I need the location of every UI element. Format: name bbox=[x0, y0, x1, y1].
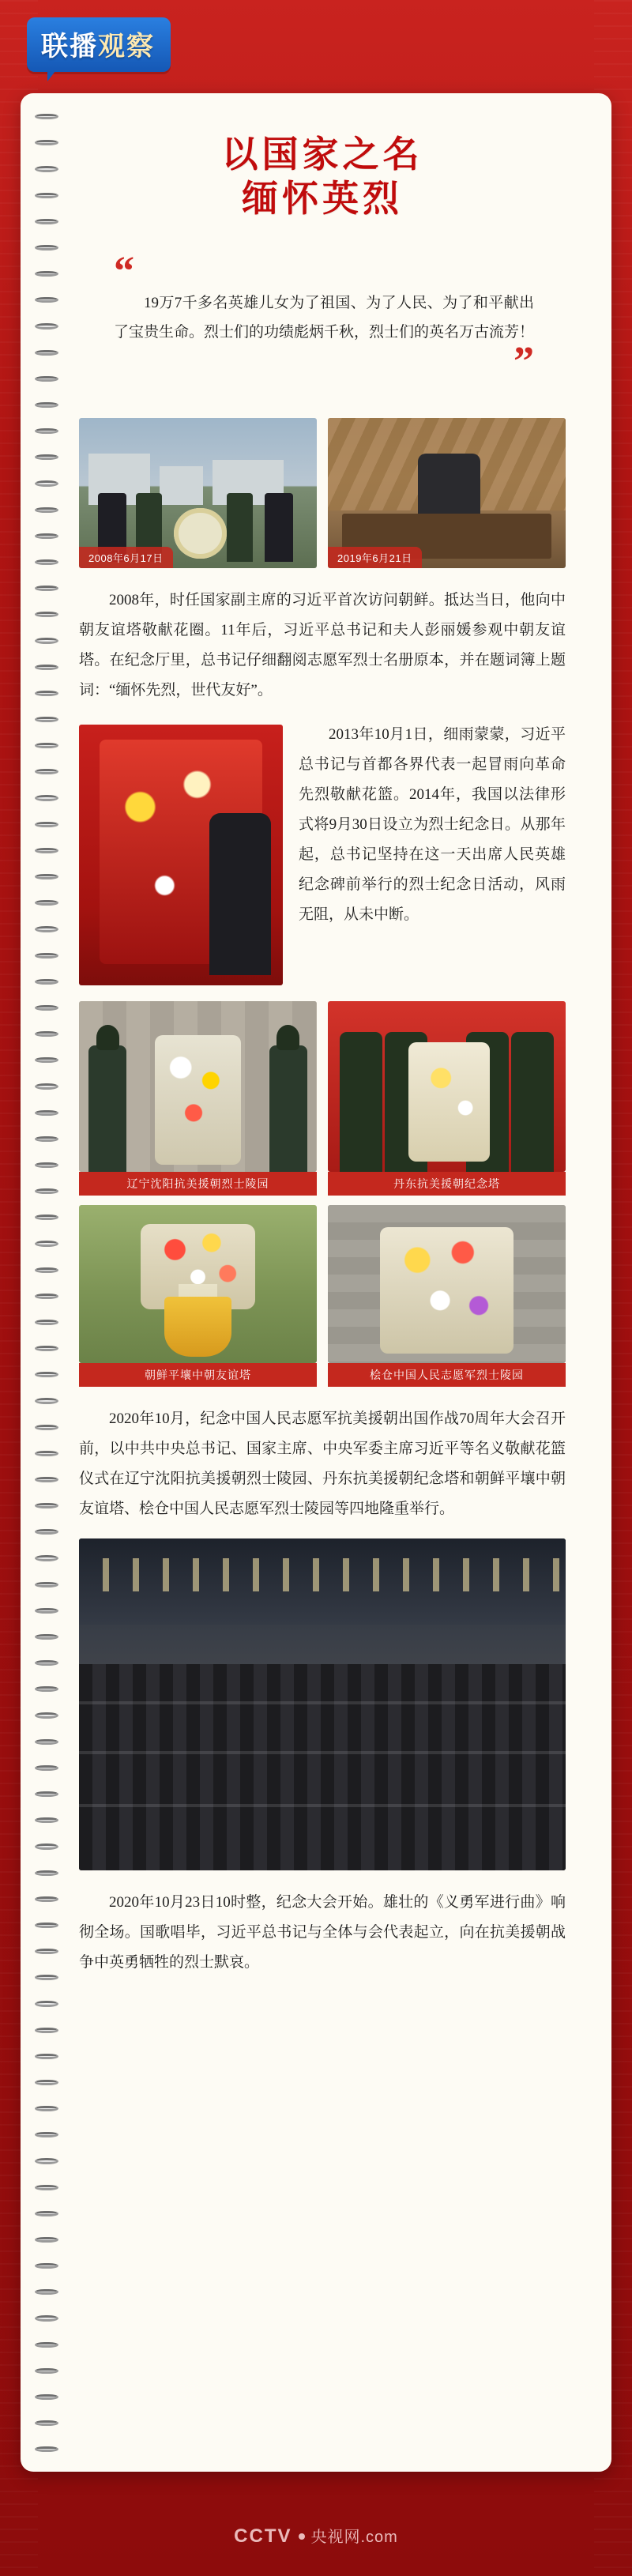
spiral-ring bbox=[35, 2158, 58, 2164]
spiral-ring bbox=[35, 1582, 58, 1587]
spiral-ring bbox=[35, 533, 58, 539]
spiral-ring bbox=[35, 219, 58, 224]
spiral-ring bbox=[35, 1267, 58, 1273]
footer-cctv-logo: CCTV bbox=[234, 2525, 292, 2547]
spiral-ring bbox=[35, 454, 58, 460]
spiral-ring bbox=[35, 1555, 58, 1561]
spiral-ring bbox=[35, 717, 58, 722]
footer-site-name: 央视网 bbox=[310, 2529, 361, 2546]
photo-cell-shenyang bbox=[79, 1001, 317, 1196]
spiral-ring bbox=[35, 507, 58, 513]
spiral-ring bbox=[35, 2237, 58, 2243]
spiral-ring bbox=[35, 1005, 58, 1011]
spiral-ring bbox=[35, 2106, 58, 2111]
spiral-ring bbox=[35, 559, 58, 565]
spiral-ring bbox=[35, 1451, 58, 1456]
photo-liaoning-shenyang-memorial bbox=[79, 1001, 317, 1172]
spiral-ring bbox=[35, 638, 58, 643]
photo-cell-huicang bbox=[328, 1205, 566, 1387]
photo-scene bbox=[328, 1001, 566, 1172]
spiral-ring bbox=[35, 323, 58, 329]
photo-caption: 2008年6月17日 bbox=[79, 547, 173, 568]
paragraph-3: 2020年10月，纪念中国人民志愿军抗美援朝出国作战70周年大会召开前，以中共中央总书记、国家主席、中央军委主席习近平等名义敬献花篮仪式在辽宁沈阳抗美援朝烈士陵园、丹东抗美援朝纪念塔和朝鲜平壤中朝友谊塔、桧仓中国人民志愿军烈士陵园等四地隆重举行。 bbox=[79, 1410, 566, 1517]
spiral-ring bbox=[35, 376, 58, 382]
footer-domain: .com bbox=[360, 2529, 398, 2546]
spiral-ring bbox=[35, 428, 58, 434]
spiral-ring bbox=[35, 2263, 58, 2269]
spiral-ring bbox=[35, 2446, 58, 2452]
spiral-ring bbox=[35, 2289, 58, 2295]
spiral-ring bbox=[35, 1896, 58, 1902]
spiral-ring bbox=[35, 1083, 58, 1089]
spiral-ring bbox=[35, 2054, 58, 2059]
photo-caption: 朝鲜平壤中朝友谊塔 bbox=[79, 1363, 317, 1387]
photo-scene bbox=[79, 725, 283, 985]
spiral-ring bbox=[35, 1425, 58, 1430]
photo-cell-dandong bbox=[328, 1001, 566, 1196]
spiral-ring bbox=[35, 114, 58, 119]
quote-text: 19万7千多名英雄儿女为了祖国、为了人民、为了和平献出了宝贵生命。烈士们的功绩彪炳千秋，烈士们的英名万古流芳！ bbox=[114, 295, 535, 341]
spiral-ring bbox=[35, 297, 58, 303]
spiral-binding bbox=[35, 114, 62, 2453]
photo-row-3 bbox=[79, 1205, 566, 1387]
photo-row-1 bbox=[79, 418, 566, 568]
paragraph-1: 2008年，时任国家副主席的习近平首次访问朝鲜。抵达当日，他向中朝友谊塔敬献花圈。11年后，习近平总书记和夫人彭丽媛参观中朝友谊塔。在纪念厅里，总书记仔细翻阅志愿军烈士名册原本，并在题词簿上题词：“缅怀先烈，世代友好”。 bbox=[79, 591, 566, 699]
spiral-ring bbox=[35, 245, 58, 250]
spiral-ring bbox=[35, 140, 58, 145]
spiral-ring bbox=[35, 2315, 58, 2321]
spiral-ring bbox=[35, 2420, 58, 2426]
spiral-ring bbox=[35, 848, 58, 853]
spiral-ring bbox=[35, 166, 58, 171]
photo-xi-signing-book-2019 bbox=[328, 418, 566, 568]
spiral-ring bbox=[35, 1110, 58, 1116]
photo-caption: 2019年6月21日 bbox=[328, 547, 422, 568]
spiral-ring bbox=[35, 691, 58, 696]
photo-huicang-volunteer-martyrs-cemetery bbox=[328, 1205, 566, 1363]
spiral-ring bbox=[35, 1346, 58, 1351]
spiral-ring bbox=[35, 2001, 58, 2006]
spiral-ring bbox=[35, 612, 58, 617]
spiral-ring bbox=[35, 2394, 58, 2400]
photo-scene bbox=[328, 1205, 566, 1363]
spiral-ring bbox=[35, 2080, 58, 2085]
spiral-ring bbox=[35, 1162, 58, 1168]
spiral-ring bbox=[35, 900, 58, 906]
spiral-ring bbox=[35, 1215, 58, 1220]
spiral-ring bbox=[35, 665, 58, 670]
photo-scene bbox=[79, 1001, 317, 1172]
photo-caption: 桧仓中国人民志愿军烈士陵园 bbox=[328, 1363, 566, 1387]
spiral-ring bbox=[35, 795, 58, 800]
spiral-ring bbox=[35, 1634, 58, 1640]
spiral-ring bbox=[35, 1188, 58, 1194]
program-logo-badge bbox=[27, 17, 171, 72]
logo-text-main: 联播 bbox=[41, 32, 98, 62]
photo-caption: 辽宁沈阳抗美援朝烈士陵园 bbox=[79, 1172, 317, 1196]
spiral-ring bbox=[35, 1529, 58, 1535]
spiral-ring bbox=[35, 1503, 58, 1508]
spiral-ring bbox=[35, 822, 58, 827]
spiral-ring bbox=[35, 979, 58, 985]
spiral-ring bbox=[35, 1949, 58, 1954]
spiral-ring bbox=[35, 953, 58, 958]
spiral-ring bbox=[35, 2132, 58, 2137]
footer-branding bbox=[0, 2524, 632, 2548]
paragraph-2-block bbox=[79, 720, 566, 992]
spiral-ring bbox=[35, 1398, 58, 1403]
spiral-ring bbox=[35, 1294, 58, 1299]
spiral-ring bbox=[35, 1870, 58, 1876]
spiral-ring bbox=[35, 874, 58, 879]
spiral-ring bbox=[35, 1660, 58, 1666]
photo-cell-pyongyang bbox=[79, 1205, 317, 1387]
quote-open-mark: “ bbox=[114, 249, 134, 295]
spiral-ring bbox=[35, 1031, 58, 1037]
photo-caption: 丹东抗美援朝纪念塔 bbox=[328, 1172, 566, 1196]
spiral-ring bbox=[35, 1241, 58, 1246]
spiral-ring bbox=[35, 926, 58, 932]
spiral-ring bbox=[35, 2211, 58, 2216]
logo-text bbox=[41, 32, 155, 62]
spiral-ring bbox=[35, 1608, 58, 1614]
spiral-ring bbox=[35, 1843, 58, 1849]
footer-dot-icon bbox=[299, 2533, 305, 2540]
spiral-ring bbox=[35, 1320, 58, 1325]
spiral-ring bbox=[35, 586, 58, 591]
spiral-ring bbox=[35, 480, 58, 486]
page-title bbox=[79, 133, 566, 221]
quote-close-mark: ” bbox=[514, 338, 534, 384]
photo-scene bbox=[79, 1205, 317, 1363]
spiral-ring bbox=[35, 1817, 58, 1823]
title-line-2: 缅怀英烈 bbox=[242, 179, 403, 220]
photo-scene bbox=[328, 418, 566, 568]
spiral-ring bbox=[35, 1975, 58, 1980]
spiral-ring bbox=[35, 193, 58, 198]
spiral-ring bbox=[35, 2185, 58, 2190]
spiral-ring bbox=[35, 769, 58, 774]
spiral-ring bbox=[35, 1923, 58, 1928]
spiral-ring bbox=[35, 271, 58, 277]
spiral-ring bbox=[35, 1477, 58, 1482]
spiral-ring bbox=[35, 1686, 58, 1692]
spiral-ring bbox=[35, 1372, 58, 1377]
photo-row-2 bbox=[79, 1001, 566, 1196]
photo-commemoration-meeting-hall bbox=[79, 1538, 566, 1870]
spiral-ring bbox=[35, 1739, 58, 1745]
spiral-ring bbox=[35, 1057, 58, 1063]
spiral-ring bbox=[35, 350, 58, 356]
page-header bbox=[0, 0, 632, 95]
spiral-ring bbox=[35, 743, 58, 748]
spiral-ring bbox=[35, 1712, 58, 1718]
spiral-ring bbox=[35, 1765, 58, 1771]
photo-dandong-memorial-tower bbox=[328, 1001, 566, 1172]
paragraph-2: 2013年10月1日，细雨蒙蒙，习近平总书记与首都各界代表一起冒雨向革命先烈敬献花篮。2014年，我国以法律形式将9月30日设立为烈士纪念日。从那年起，总书记坚持在这一天出席人民英雄纪念碑前举行的烈士纪念日活动，风雨无阻，从未中断。 bbox=[299, 725, 566, 923]
photo-xi-wreath-ceremony-2013 bbox=[79, 725, 283, 985]
pull-quote bbox=[90, 245, 555, 390]
logo-text-accent: 观察 bbox=[98, 32, 155, 62]
spiral-ring bbox=[35, 2342, 58, 2348]
spiral-ring bbox=[35, 1136, 58, 1142]
photo-xi-laying-wreath-2008 bbox=[79, 418, 317, 568]
photo-scene bbox=[79, 418, 317, 568]
paragraph-4: 2020年10月23日10时整，纪念大会开始。雄壮的《义勇军进行曲》响彻全场。国歌唱毕，习近平总书记与全体与会代表起立，向在抗美援朝战争中英勇牺牲的烈士默哀。 bbox=[79, 1893, 566, 1971]
photo-scene bbox=[79, 1538, 566, 1870]
spiral-ring bbox=[35, 2028, 58, 2033]
article-card bbox=[21, 93, 611, 2472]
spiral-ring bbox=[35, 1791, 58, 1797]
photo-pyongyang-friendship-tower bbox=[79, 1205, 317, 1363]
title-line-1: 以国家之名 bbox=[221, 134, 423, 175]
spiral-ring bbox=[35, 402, 58, 408]
spiral-ring bbox=[35, 2368, 58, 2374]
